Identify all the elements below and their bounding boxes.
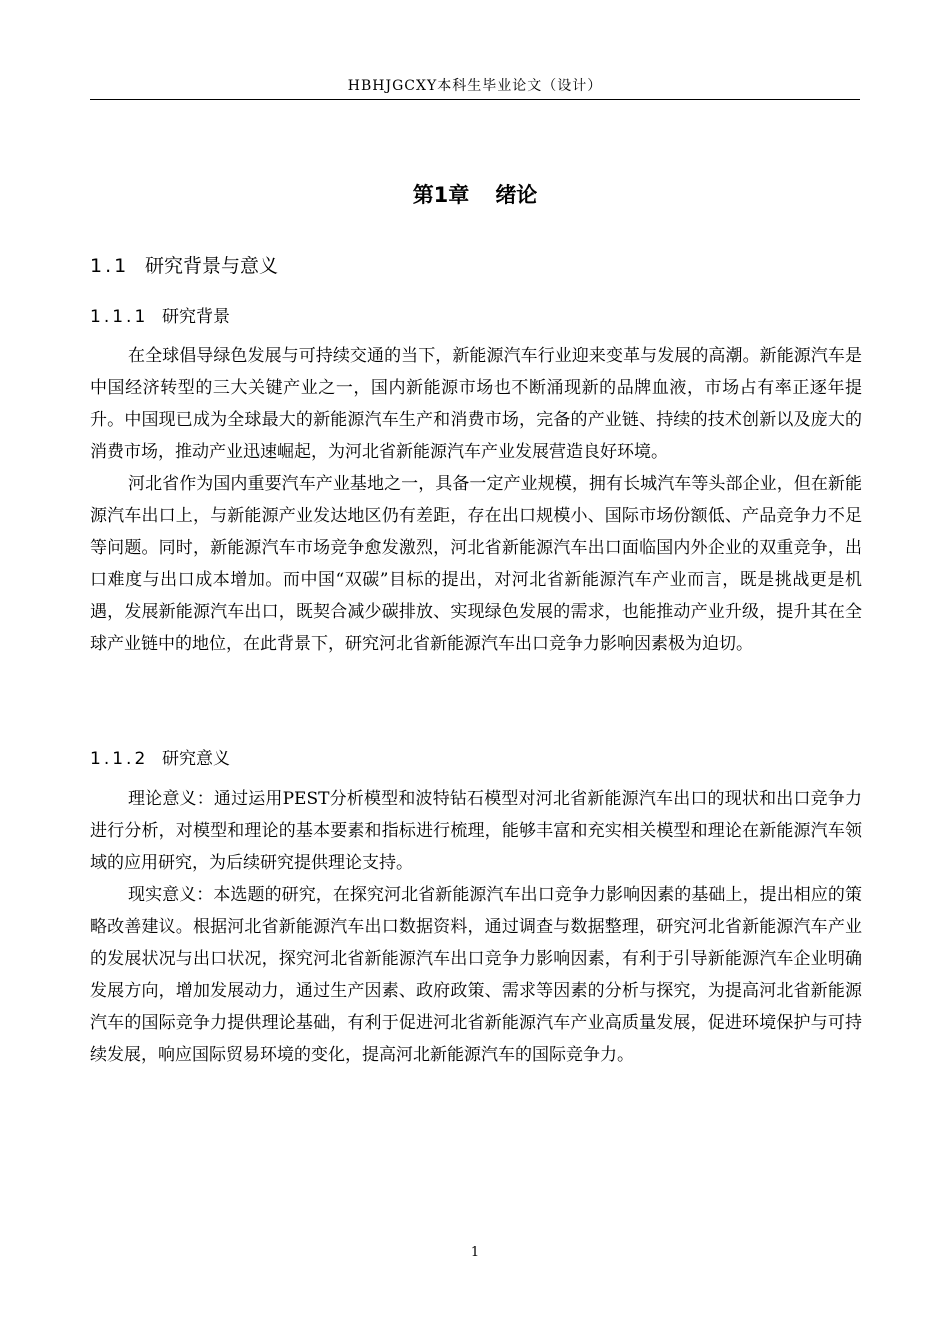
section-heading-1-1 (90, 252, 278, 280)
running-header: HBHJGCXY本科生毕业论文（设计） (347, 78, 603, 94)
significance-paragraphs (90, 783, 862, 1071)
paragraph: 理论意义：通过运用PEST分析模型和波特钻石模型对河北省新能源汽车出口的现状和出口竞争力进行分析，对模型和理论的基本要素和指标进行梳理，能够丰富和充实相关模型和理论在新能源汽车领域的应用研究，为后续研究提供理论支持。 (90, 789, 862, 873)
subsection-heading-1-1-1 (90, 304, 230, 330)
page-number: 1 (470, 1245, 480, 1260)
background-paragraphs (90, 340, 862, 660)
header-divider (90, 99, 860, 100)
paragraph: 在全球倡导绿色发展与可持续交通的当下，新能源汽车行业迎来变革与发展的高潮。新能源汽车是中国经济转型的三大关键产业之一，国内新能源市场也不断涌现新的品牌血液，市场占有率正逐年提升。中国现已成为全球最大的新能源汽车生产和消费市场，完备的产业链、持续的技术创新以及庞大的消费市场，推动产业迅速崛起，为河北省新能源汽车产业发展营造良好环境。 (90, 346, 862, 462)
chapter-number: 第1章 (412, 183, 470, 207)
chapter-title (90, 180, 860, 210)
section-title: 研究背景与意义 (145, 255, 279, 277)
chapter-name: 绪论 (495, 183, 538, 207)
subsection-title: 研究背景 (162, 307, 230, 327)
subsection-number: 1.1.2 (90, 749, 149, 769)
section-number: 1.1 (90, 255, 130, 277)
subsection-title: 研究意义 (162, 749, 230, 769)
paragraph: 河北省作为国内重要汽车产业基地之一，具备一定产业规模，拥有长城汽车等头部企业，但在新能源汽车出口上，与新能源产业发达地区仍有差距，存在出口规模小、国际市场份额低、产品竞争力不足等问题。同时，新能源汽车市场竞争愈发激烈，河北省新能源汽车出口面临国内外企业的双重竞争，出口难度与出口成本增加。而中国“双碳”目标的提出，对河北省新能源汽车产业而言，既是挑战更是机遇，发展新能源汽车出口，既契合减少碳排放、实现绿色发展的需求，也能推动产业升级，提升其在全球产业链中的地位，在此背景下，研究河北省新能源汽车出口竞争力影响因素极为迫切。 (90, 474, 862, 654)
subsection-number: 1.1.1 (90, 307, 149, 327)
subsection-heading-1-1-2 (90, 746, 230, 772)
paragraph: 现实意义：本选题的研究，在探究河北省新能源汽车出口竞争力影响因素的基础上，提出相应的策略改善建议。根据河北省新能源汽车出口数据资料，通过调查与数据整理，研究河北省新能源汽车产业的发展状况与出口状况，探究河北省新能源汽车出口竞争力影响因素，有利于引导新能源汽车企业明确发展方向，增加发展动力，通过生产因素、政府政策、需求等因素的分析与探究，为提高河北省新能源汽车的国际竞争力提供理论基础，有利于促进河北省新能源汽车产业高质量发展，促进环境保护与可持续发展，响应国际贸易环境的变化，提高河北新能源汽车的国际竞争力。 (90, 885, 862, 1065)
